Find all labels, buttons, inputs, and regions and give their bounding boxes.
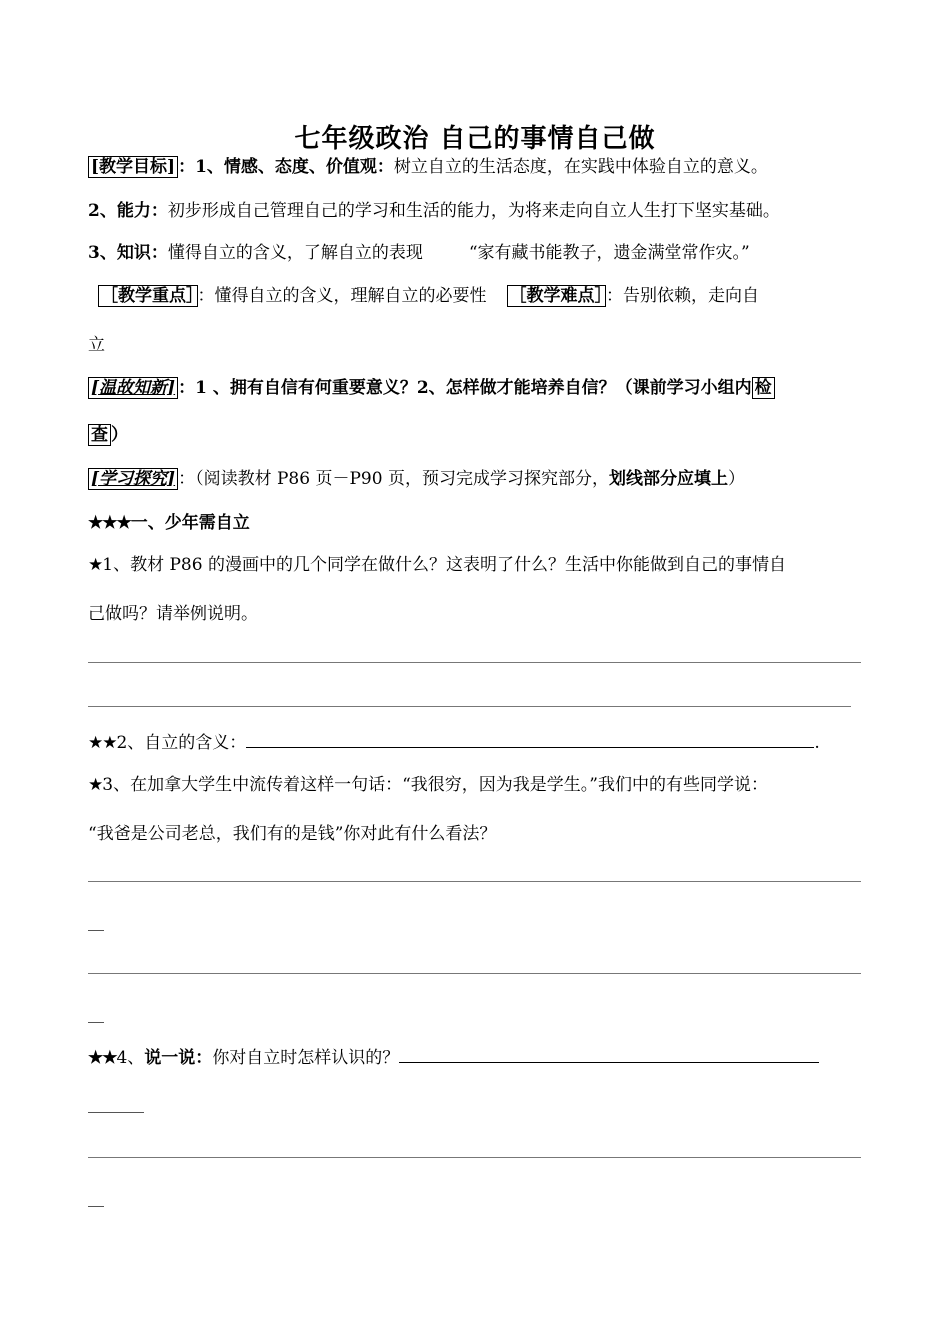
section1-title: 一、少年需自立	[130, 513, 250, 533]
question-4-num: 4、	[116, 1048, 145, 1068]
review-close: ）	[111, 425, 128, 445]
question-4-bold: 说一说：	[144, 1048, 213, 1068]
question-3-text: 3、在加拿大学生中流传着这样一句话：“我很穷，因为我是学生。”我们中的有些同学说：	[102, 775, 768, 795]
difficulty-text: ：告别依赖，走向自	[606, 286, 759, 306]
answer-line-tail	[88, 930, 104, 931]
answer-blank[interactable]	[399, 1046, 819, 1063]
star-icon: ★★	[88, 1048, 117, 1068]
explore-text-c: ）	[727, 469, 745, 489]
question-4-text: 你对自立时怎样认识的？	[212, 1048, 400, 1068]
key-points-line	[98, 285, 759, 307]
question-2-text: 2、自立的含义：	[116, 733, 247, 753]
explore-line	[88, 468, 745, 490]
review-boxed-cont: 查	[88, 424, 111, 446]
question-1	[88, 554, 786, 576]
answer-line-tail	[88, 1112, 144, 1113]
question-1-cont: 己做吗？请举例说明。	[88, 604, 258, 624]
goals-line1-b: 树立自立的生活态度，在实践中体验自立的意义。	[393, 157, 768, 177]
goals-label: [教学目标]	[88, 156, 178, 178]
answer-line[interactable]	[88, 706, 851, 707]
question-2	[88, 731, 820, 754]
explore-text-a: ：（阅读教材 P86 页－P90 页，预习完成学习探究部分，	[178, 469, 609, 489]
goals-line-2	[88, 200, 780, 222]
review-line-2	[88, 424, 128, 446]
question-3-cont: “我爸是公司老总，我们有的是钱”你对此有什么看法？	[88, 824, 497, 844]
answer-line[interactable]	[88, 662, 861, 663]
question-3	[88, 774, 768, 796]
answer-line-tail	[88, 1206, 104, 1207]
section1-heading	[88, 512, 250, 534]
page-title: 七年级政治 自己的事情自己做	[294, 124, 656, 154]
goals-line2-b: 初步形成自己管理自己的学习和生活的能力，为将来走向自立人生打下坚实基础。	[167, 201, 780, 221]
answer-line[interactable]	[88, 1157, 861, 1158]
star-icon: ★	[88, 775, 103, 795]
star-icon: ★	[88, 555, 103, 575]
goals-line3-a: 3、知识：	[88, 243, 168, 263]
goals-line3-b: 懂得自立的含义，了解自立的表现	[167, 243, 423, 263]
review-line	[88, 377, 775, 399]
goals-quote: “家有藏书能教子，遗金满堂常作灾。”	[468, 243, 750, 263]
goals-line-3	[88, 242, 750, 264]
difficulty-cont: 立	[88, 335, 105, 355]
star-icon: ★★	[88, 733, 117, 753]
review-boxed-end: 检	[752, 377, 775, 399]
review-text: ：1 、拥有自信有何重要意义？2、怎样做才能培养自信？（课前学习小组内	[178, 378, 752, 398]
answer-line-tail	[88, 1022, 104, 1023]
key-label: ［教学重点］	[98, 285, 198, 307]
explore-label: [学习探究]	[88, 468, 178, 490]
question-4	[88, 1046, 819, 1069]
question-1-text: 1、教材 P86 的漫画中的几个同学在做什么？这表明了什么？生活中你能做到自己的事情自	[102, 555, 786, 575]
key-text: ：懂得自立的含义，理解自立的必要性	[197, 286, 487, 306]
goals-line1-a: ：1、情感、态度、价值观：	[178, 157, 394, 177]
answer-blank[interactable]	[246, 731, 814, 748]
question-2-end: .	[814, 733, 820, 753]
star-icon: ★★★	[88, 513, 131, 533]
explore-text-b: 划线部分应填上	[608, 469, 728, 489]
answer-line[interactable]	[88, 973, 861, 974]
goals-line2-a: 2、能力：	[88, 201, 168, 221]
goals-line-1	[88, 156, 768, 178]
difficulty-label: ［教学难点］	[507, 285, 607, 307]
answer-line[interactable]	[88, 881, 861, 882]
review-label: [温故知新]	[88, 377, 178, 399]
